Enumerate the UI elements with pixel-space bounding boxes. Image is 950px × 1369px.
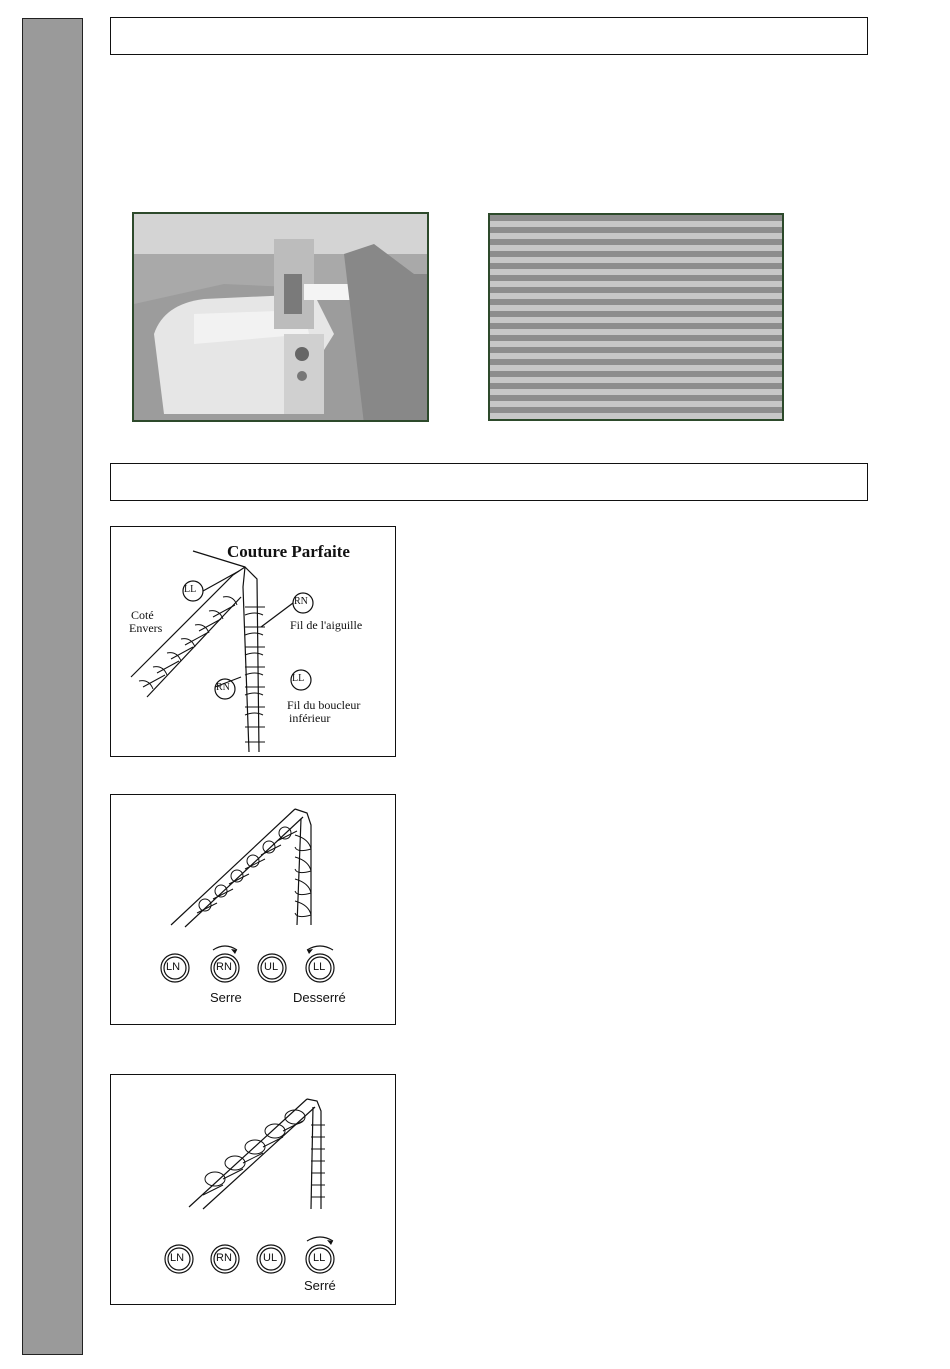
perfect-seam-title: Couture Parfaite <box>227 542 350 561</box>
dial-rn: RN <box>216 961 232 973</box>
tighten-label: Serré <box>304 1278 336 1293</box>
loosen-label: Desserré <box>293 990 346 1005</box>
dial-label-rn-top: RN <box>294 596 308 607</box>
wrong-side-label-line-2: Envers <box>129 621 163 635</box>
fabric-stripe <box>490 251 784 257</box>
needle-thread-label: Fil de l'aiguille <box>290 618 363 632</box>
fabric-stripe <box>490 311 784 317</box>
fabric-stripe <box>490 323 784 329</box>
fabric-stripe <box>490 395 784 401</box>
fabric-stripe <box>490 215 784 221</box>
dial-ll: LL <box>313 1252 326 1264</box>
dial-rn: RN <box>216 1252 232 1264</box>
fabric-stripe <box>490 407 784 413</box>
fabric-stripe <box>490 347 784 353</box>
fabric-stripe <box>490 263 784 269</box>
fabric-stripe <box>490 371 784 377</box>
overlock-machine-photo <box>132 212 429 422</box>
fabric-stripe <box>490 275 784 281</box>
dial-ul: UL <box>264 961 279 973</box>
fabric-stripe <box>490 299 784 305</box>
dial-ll: LL <box>313 961 326 973</box>
tension-stitch-art-2 <box>111 1075 395 1304</box>
dial-ln: LN <box>166 961 181 973</box>
lower-looper-label-line-2: inférieur <box>289 711 331 725</box>
side-tab-bar <box>22 18 83 1355</box>
fabric-stripe <box>490 359 784 365</box>
dial-ln: LN <box>170 1252 185 1264</box>
striped-fabric-art <box>490 215 784 421</box>
lower-looper-label-line-1: Fil du boucleur <box>287 698 361 712</box>
fabric-stripe <box>490 287 784 293</box>
perfect-seam-stitch-art <box>111 527 395 756</box>
fabric-stripe <box>490 419 784 421</box>
dial-label-ll-bottom: LL <box>292 673 305 684</box>
fabric-stripe <box>490 239 784 245</box>
perfect-seam-diagram <box>110 526 396 757</box>
rolled-hem-fabric-photo <box>488 213 784 421</box>
fabric-stripe <box>490 335 784 341</box>
machine-photo-art <box>134 214 429 422</box>
tension-adjust-diagram-1 <box>110 794 396 1025</box>
dial-label-rn-bottom: RN <box>216 682 230 693</box>
dial-label-ll-top: LL <box>184 584 197 595</box>
tension-stitch-art-1 <box>111 795 395 1024</box>
section-heading-box-1 <box>110 17 868 55</box>
fabric-stripe <box>490 227 784 233</box>
wrong-side-label-line-1: Coté <box>131 608 154 622</box>
tighten-label: Serre <box>210 990 242 1005</box>
fabric-stripe <box>490 383 784 389</box>
tension-adjust-diagram-2 <box>110 1074 396 1305</box>
section-heading-box-2 <box>110 463 868 501</box>
dial-ul: UL <box>263 1252 278 1264</box>
